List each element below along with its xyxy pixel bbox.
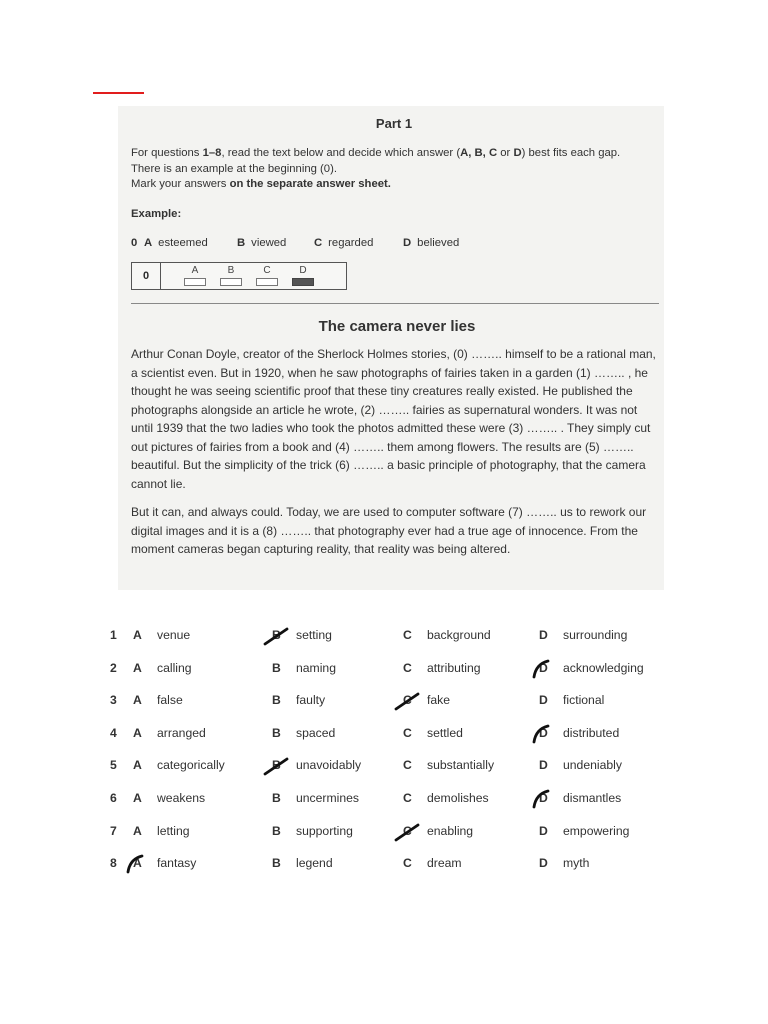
option-letter: C [403,758,412,773]
option-d[interactable] [539,856,589,870]
option-letter: C [403,824,425,838]
answer-bubble-c: C [256,265,278,286]
question-row [0,661,768,681]
question-number: 4 [110,725,117,740]
option-word: legend [296,856,333,871]
option-letter: D [539,628,548,642]
red-underline-mark [93,92,144,94]
option-d[interactable] [539,824,629,838]
example-option-d: D believed [403,237,460,249]
option-a[interactable] [133,856,196,870]
option-word: supporting [296,823,353,838]
option-letter: B [272,856,281,871]
option-c[interactable] [403,758,494,772]
question-row [0,726,768,746]
option-letter: C [403,693,425,707]
option-b[interactable] [272,824,353,838]
option-letter: B [272,628,294,642]
instructions-line-2: There is an example at the beginning (0). [131,162,337,175]
option-word: enabling [427,823,474,838]
option-letter: D [539,791,561,805]
pen-strike-mark [263,625,289,647]
option-word: naming [296,660,336,675]
option-word: arranged [157,725,206,740]
option-letter: B [272,660,281,675]
option-word: faulty [296,693,326,708]
question-number: 5 [110,758,117,773]
instructions-line-1: For questions 1–8, read the text below and decide which answer (A, B, C or D) best fits each gap. [131,147,621,159]
question-row [0,824,768,844]
option-word: weakens [157,791,206,805]
option-word: uncermines [296,791,359,805]
option-a[interactable] [133,693,183,707]
example-option-c: C regarded [314,237,374,249]
option-c[interactable] [403,856,462,870]
question-number: 7 [110,823,117,838]
option-word: substantially [427,758,495,773]
question-number: 2 [110,660,117,675]
option-word: settled [427,725,463,740]
option-b[interactable] [272,693,325,707]
example-label: Example: [131,208,182,220]
option-word: empowering [563,823,630,838]
option-word: undeniably [563,758,622,773]
option-letter: A [133,725,142,740]
option-letter: B [272,725,281,740]
option-letter: C [403,791,412,805]
option-word: distributed [563,725,620,740]
option-word: fantasy [157,856,197,871]
option-letter: C [403,628,412,642]
instructions [131,146,671,193]
pen-strike-mark [530,723,556,745]
option-b[interactable] [272,726,335,740]
option-word: unavoidably [296,758,362,773]
option-d[interactable] [539,791,621,805]
option-word: categorically [157,758,225,773]
option-word: calling [157,660,192,675]
option-b[interactable] [272,758,361,772]
pen-strike-mark [394,690,420,712]
option-letter: A [133,758,142,773]
option-letter: B [272,758,294,772]
option-letter: A [133,823,142,838]
option-letter: D [539,693,548,708]
question-row [0,628,768,648]
example-option-b: B viewed [237,237,287,249]
passage [131,345,661,569]
option-b[interactable] [272,628,332,642]
option-letter: D [539,823,548,838]
option-letter: D [539,661,561,675]
option-d[interactable] [539,661,644,675]
option-word: myth [563,856,590,871]
question-row [0,856,768,876]
option-word: spaced [296,725,336,740]
option-word: attributing [427,660,481,675]
question-row [0,791,768,811]
question-number: 8 [110,856,117,871]
option-b[interactable] [272,661,336,675]
answer-bubble-a: A [184,265,206,286]
answer-box-number: 0 [132,263,161,289]
option-word: setting [296,628,332,642]
option-letter: B [272,693,281,708]
option-word: dream [427,856,462,871]
option-letter: A [133,791,142,805]
question-row [0,693,768,713]
option-word: demolishes [427,791,489,805]
option-word: dismantles [563,791,622,805]
option-letter: A [133,628,142,642]
option-c[interactable] [403,791,489,805]
option-letter: D [539,726,561,740]
option-word: acknowledging [563,660,644,675]
option-word: false [157,693,183,708]
option-c[interactable] [403,824,473,838]
question-number: 3 [110,693,117,708]
option-letter: C [403,660,412,675]
pen-strike-mark [124,853,150,875]
option-d[interactable] [539,693,604,707]
example-answer-box [131,262,347,290]
option-letter: A [133,856,155,870]
option-letter: D [539,856,548,871]
option-d[interactable] [539,758,622,772]
text-title: The camera never lies [318,318,476,335]
question-row [0,758,768,778]
answer-bubble-b: B [220,265,242,286]
option-b[interactable] [272,791,359,805]
option-a[interactable] [133,661,192,675]
example-option-a: A esteemed [144,237,208,249]
option-word: fake [427,693,451,708]
option-a[interactable] [133,791,205,805]
pen-strike-mark [263,755,289,777]
option-word: fictional [563,693,605,708]
pen-strike-mark [530,658,556,680]
option-letter: D [539,758,548,773]
passage-paragraph-1: Arthur Conan Doyle, creator of the Sherlock Holmes stories, (0) …….. himself to be a rational man, a scientist even. But in 1920, when he saw photographs of fairies taken in a garden (1) …….. , he thought he was seeing scientific proof that these tiny creatures really existed. He published the photographs alongside an article he wrote, (2) …….. fairies as supernatural wonders. It was not until 1939 that the two ladies who took the photos admitted these were (3) …….. . They simply cut out pictures of fairies from a book and (4) …….. them among flowers. The results are (5) …….. beautiful. But the simplicity of the trick (6) …….. a basic principle of photography, that the camera cannot lie. [131,347,656,491]
question-number: 1 [110,628,117,642]
option-word: letting [157,823,190,838]
question-number: 6 [110,791,117,805]
answer-bubble-d: D [292,265,314,286]
option-a[interactable] [133,824,190,838]
option-word: surrounding [563,628,628,642]
option-b[interactable] [272,856,333,870]
option-word: venue [157,628,191,642]
option-c[interactable] [403,693,450,707]
pen-strike-mark [394,821,420,843]
part-title: Part 1 [375,116,413,131]
option-a[interactable] [133,758,225,772]
option-letter: B [272,791,281,805]
passage-paragraph-2: But it can, and always could. Today, we are used to computer software (7) …….. us to rework our digital images and it is a (8) …….. that photography ever had a true age of innocence. From the moment cameras began capturing reality, that reality was being altered. [131,505,647,556]
option-c[interactable] [403,628,491,642]
option-a[interactable] [133,628,190,642]
option-c[interactable] [403,661,481,675]
example-number: 0 [131,237,138,249]
option-letter: A [133,660,142,675]
option-letter: A [133,693,142,708]
option-c[interactable] [403,726,463,740]
section-divider [131,303,659,304]
option-letter: C [403,725,412,740]
option-letter: C [403,856,412,871]
option-word: background [427,628,491,642]
option-a[interactable] [133,726,206,740]
option-letter: B [272,823,281,838]
pen-strike-mark [530,788,556,810]
option-d[interactable] [539,628,627,642]
instructions-line-3: Mark your answers on the separate answer sheet. [131,178,391,190]
option-d[interactable] [539,726,619,740]
